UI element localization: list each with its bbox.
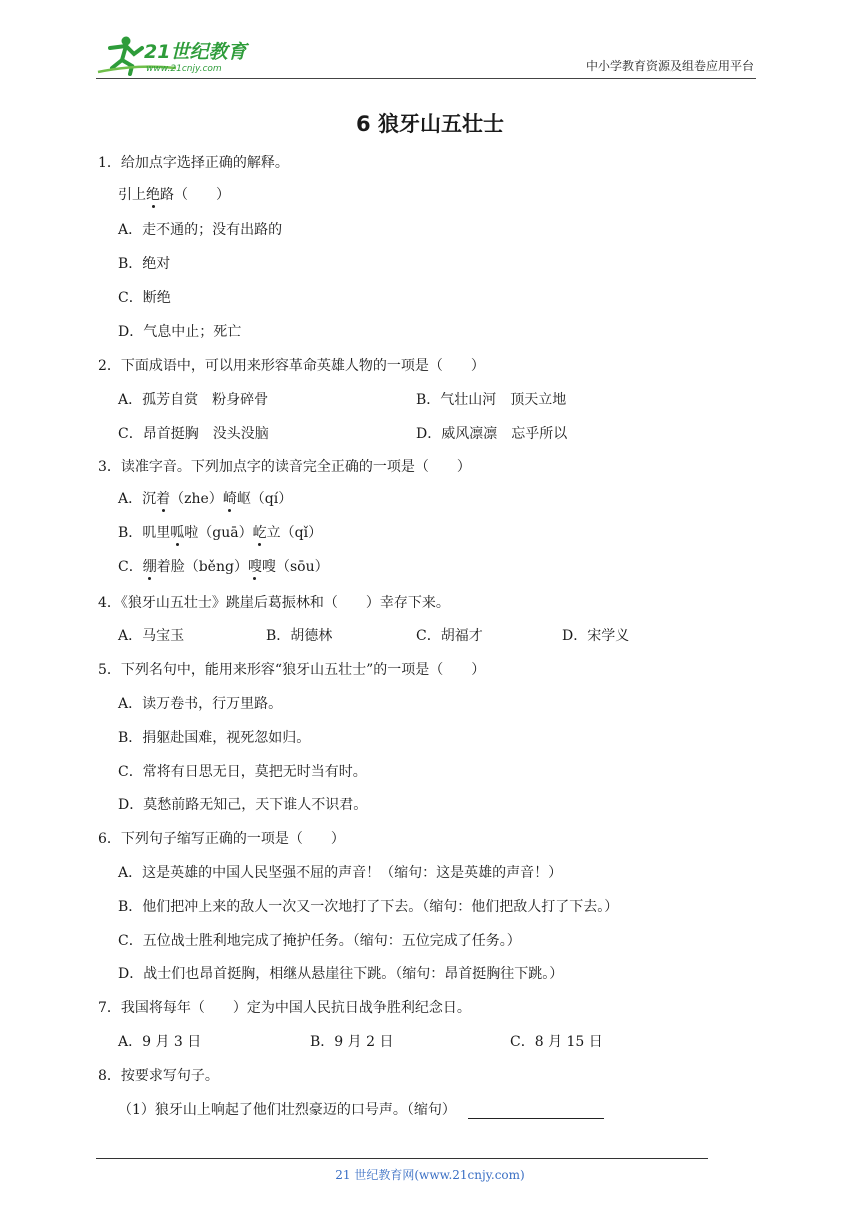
q4-option-d[interactable]: D．宋学义	[562, 628, 630, 644]
q5-stem: 5．下列名句中，能用来形容“狼牙山五壮士”的一项是（ ）	[98, 662, 486, 678]
q2-option-d[interactable]: D．威风凛凛 忘乎所以	[416, 426, 568, 442]
q4-option-a[interactable]: A．马宝玉	[118, 628, 185, 644]
q3-option-a[interactable]: A．沉着（zhe）崎岖（qí）	[118, 488, 292, 508]
q4-stem: 4．《狼牙山五壮士》跳崖后葛振林和（ ）幸存下来。	[98, 595, 450, 611]
q5-option-c[interactable]: C．常将有日思无日，莫把无时当有时。	[118, 764, 367, 780]
logo-url: www.21cnjy.com	[146, 64, 222, 74]
q1-option-c[interactable]: C．断绝	[118, 290, 171, 306]
q2-stem: 2．下面成语中，可以用来形容革命英雄人物的一项是（ ）	[98, 358, 485, 374]
footer-divider	[96, 1158, 708, 1159]
q3-stem: 3．读准字音。下列加点字的读音完全正确的一项是（ ）	[98, 459, 471, 475]
q4-option-b[interactable]: B．胡德林	[266, 628, 333, 644]
q2-option-b[interactable]: B．气壮山河 顶天立地	[416, 392, 567, 408]
q6-option-d[interactable]: D．战士们也昂首挺胸，相继从悬崖往下跳。（缩句：昂首挺胸往下跳。）	[118, 966, 564, 982]
header-slogan: 中小学教育资源及组卷应用平台	[585, 59, 754, 73]
footer-text: 21 世纪教育网(www.21cnjy.com)	[335, 1168, 525, 1182]
q7-option-c[interactable]: C．8 月 15 日	[510, 1034, 603, 1050]
q3-option-b[interactable]: B．叽里呱啦（guā）屹立（qǐ）	[118, 522, 322, 542]
page-header	[96, 32, 756, 79]
dotted-char: 绝	[146, 184, 160, 204]
q6-stem: 6．下列句子缩写正确的一项是（ ）	[98, 831, 345, 847]
answer-blank[interactable]	[468, 1104, 604, 1119]
q7-stem: 7．我国将每年（ ）定为中国人民抗日战争胜利纪念日。	[98, 1000, 471, 1016]
q5-option-a[interactable]: A．读万卷书，行万里路。	[118, 696, 283, 712]
q1-option-a[interactable]: A．走不通的；没有出路的	[118, 222, 283, 238]
q3-option-c[interactable]: C．绷着脸（běng）嗖嗖（sōu）	[118, 556, 329, 576]
q2-option-a[interactable]: A．孤芳自赏 粉身碎骨	[118, 392, 269, 408]
q8-sub1: （1）狼牙山上响起了他们壮烈豪迈的口号声。（缩句）	[118, 1099, 604, 1119]
q1-subject: 引上绝路（ ）	[118, 184, 230, 204]
q7-option-b[interactable]: B．9 月 2 日	[310, 1034, 394, 1050]
logo	[96, 34, 266, 76]
q6-option-c[interactable]: C．五位战士胜利地完成了掩护任务。（缩句：五位完成了任务。）	[118, 933, 521, 949]
q7-option-a[interactable]: A．9 月 3 日	[118, 1034, 202, 1050]
q6-option-a[interactable]: A．这是英雄的中国人民坚强不屈的声音！（缩句：这是英雄的声音！）	[118, 865, 563, 881]
q4-option-c[interactable]: C．胡福才	[416, 628, 483, 644]
q5-option-d[interactable]: D．莫愁前路无知己，天下谁人不识君。	[118, 797, 368, 813]
q5-option-b[interactable]: B．捐躯赴国难，视死忽如归。	[118, 730, 311, 746]
logo-text: 21世纪教育	[144, 41, 247, 63]
runner-logo-icon	[96, 34, 266, 76]
q8-stem: 8．按要求写句子。	[98, 1068, 219, 1084]
q1-option-d[interactable]: D．气息中止；死亡	[118, 324, 242, 340]
q1-option-b[interactable]: B．绝对	[118, 256, 171, 272]
page-title: 6 狼牙山五壮士	[356, 112, 504, 136]
q1-stem: 1．给加点字选择正确的解释。	[98, 155, 289, 171]
q6-option-b[interactable]: B．他们把冲上来的敌人一次又一次地打了下去。（缩句：他们把敌人打了下去。）	[118, 899, 619, 915]
q2-option-c[interactable]: C．昂首挺胸 没头没脑	[118, 426, 269, 442]
